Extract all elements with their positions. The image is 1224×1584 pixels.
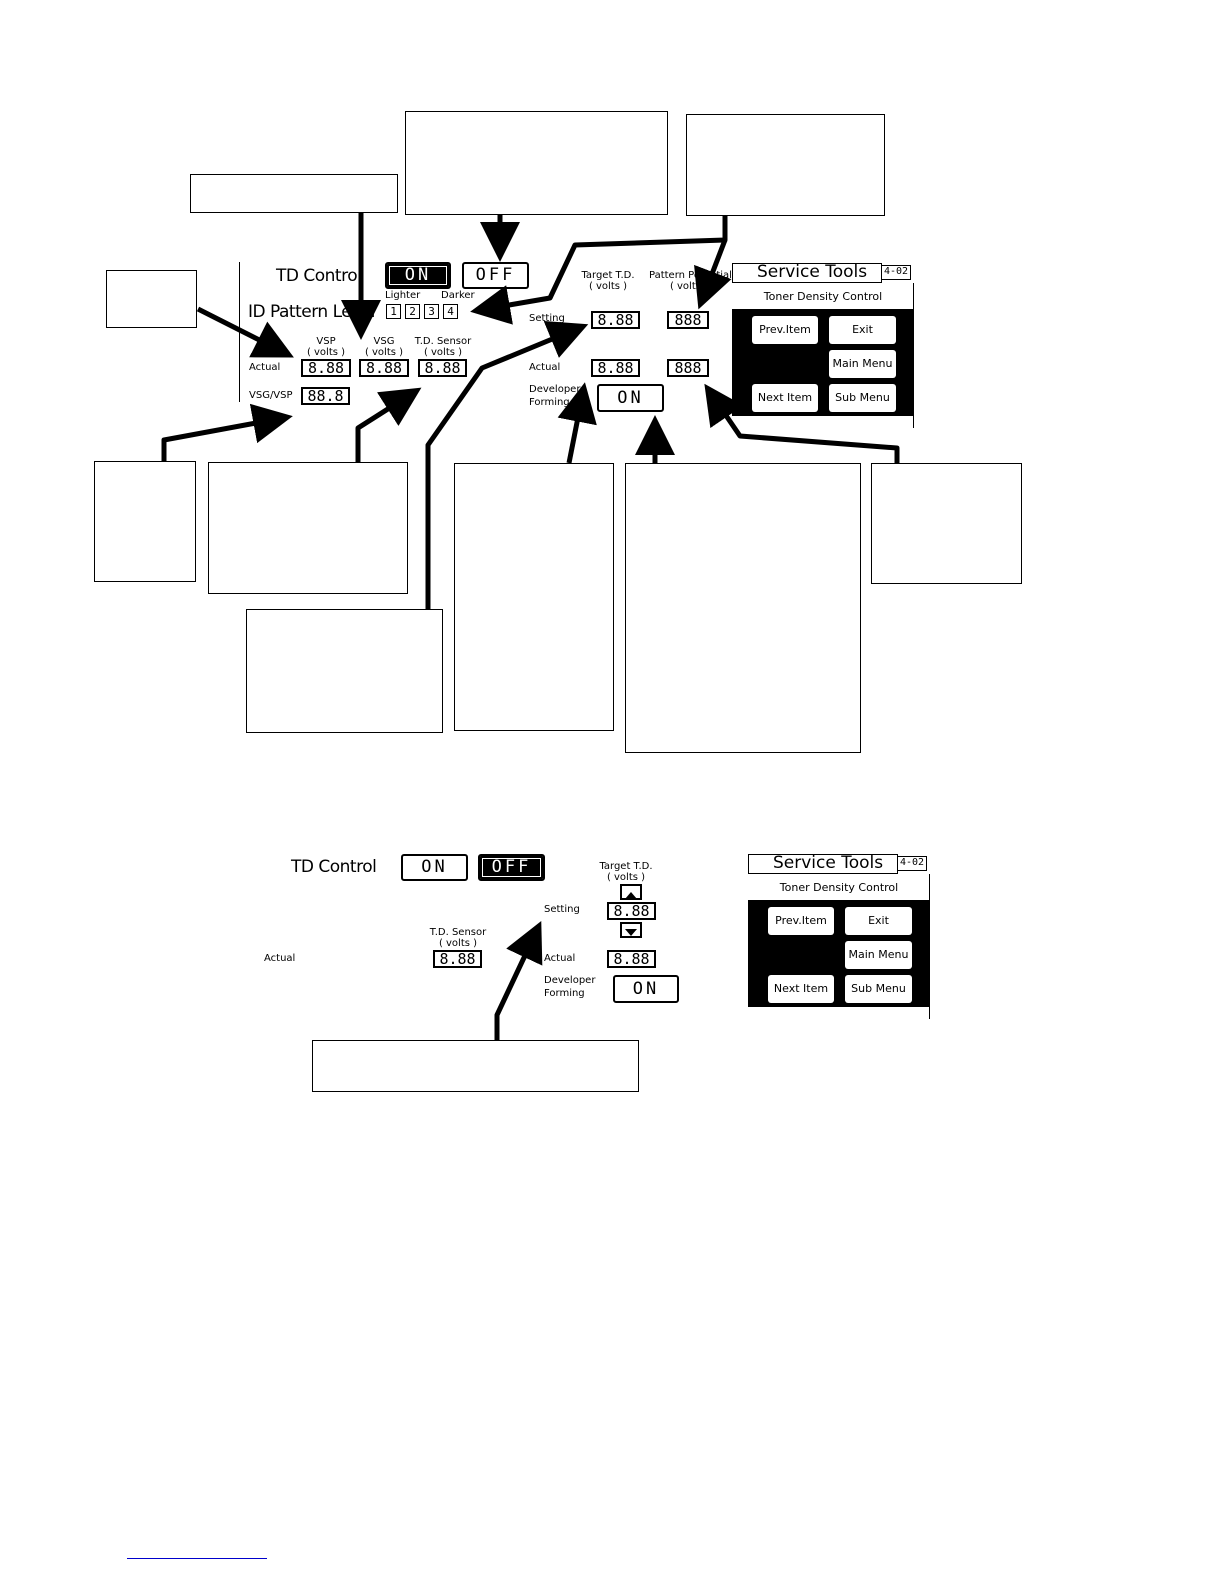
td-control-label-2: TD Control <box>291 857 377 877</box>
developer-label-2: Developer <box>544 975 596 986</box>
id-level-3-button[interactable]: 3 <box>424 304 439 319</box>
id-level-1-button[interactable]: 1 <box>386 304 401 319</box>
next-item-button-2[interactable]: Next Item <box>768 975 834 1003</box>
vsp-value: 8.88 <box>301 359 351 377</box>
main-menu-button-2[interactable]: Main Menu <box>845 941 912 969</box>
vsg-units: ( volts ) <box>364 347 404 358</box>
next-item-button[interactable]: Next Item <box>752 384 818 412</box>
actual-label-mid-2: Actual <box>544 953 576 964</box>
td-control-on-button-2[interactable]: ON <box>401 854 468 881</box>
target-td-setting-value[interactable]: 8.88 <box>591 311 640 329</box>
vsg-value: 8.88 <box>359 359 409 377</box>
service-tools-version-2: 4-02 <box>897 856 927 871</box>
td-sensor-header-2: T.D. Sensor <box>429 927 487 938</box>
exit-button-2[interactable]: Exit <box>845 907 912 935</box>
td-sensor-value-2: 8.88 <box>433 950 482 968</box>
main-menu-button[interactable]: Main Menu <box>829 350 896 378</box>
arrow-to-pattern-actual <box>710 392 897 463</box>
setting-label-2: Setting <box>544 904 580 915</box>
arrow-to-developer <box>569 392 583 463</box>
id-level-2-button[interactable]: 2 <box>405 304 420 319</box>
arrow-to-td-sensor <box>358 393 413 462</box>
setting-label: Setting <box>529 313 565 324</box>
vsp-header: VSP <box>316 336 336 347</box>
target-td-actual-value-2: 8.88 <box>607 950 656 968</box>
actual-label-right: Actual <box>529 362 561 373</box>
sub-menu-button-2[interactable]: Sub Menu <box>845 975 912 1003</box>
td-control-on-button[interactable]: ON <box>385 262 451 289</box>
target-td-header-2: Target T.D. <box>599 861 653 872</box>
prev-item-button-2[interactable]: Prev.Item <box>768 907 834 935</box>
td-control-off-button[interactable]: OFF <box>462 262 529 289</box>
arrow-to-id-levels <box>480 216 725 310</box>
developer-forming-on-button-2[interactable]: ON <box>613 975 679 1003</box>
darker-label: Darker <box>441 290 475 301</box>
sub-menu-button[interactable]: Sub Menu <box>829 384 896 412</box>
vsg-header: VSG <box>373 336 395 347</box>
panel-subtitle: Toner Density Control <box>763 290 883 303</box>
td-sensor-header: T.D. Sensor <box>414 336 472 347</box>
id-pattern-level-label: ID Pattern Level <box>248 302 375 322</box>
vsg-vsp-label: VSG/VSP <box>249 390 293 401</box>
pattern-potential-setting-value[interactable]: 888 <box>667 311 709 329</box>
arrow-to-target-setting <box>428 328 579 609</box>
panel-subtitle-2: Toner Density Control <box>779 881 899 894</box>
td-sensor-value: 8.88 <box>418 359 467 377</box>
target-td-units: ( volts ) <box>588 281 628 292</box>
arrow-to-vsp <box>198 309 285 353</box>
arrow-to-pattern-setting <box>702 240 725 300</box>
prev-item-button[interactable]: Prev.Item <box>752 316 818 344</box>
service-tools-title: Service Tools <box>732 263 882 283</box>
forming-label-2: Forming <box>544 988 585 999</box>
pattern-potential-units: ( volts ) <box>669 281 709 292</box>
footer-link-line <box>127 1558 267 1559</box>
arrow-to-vsg-vsp <box>164 418 283 461</box>
actual-label-left-2: Actual <box>264 953 296 964</box>
target-td-header: Target T.D. <box>581 270 635 281</box>
target-td-actual-value: 8.88 <box>591 359 640 377</box>
td-control-off-button-2[interactable]: OFF <box>478 854 545 881</box>
service-tools-title-2: Service Tools <box>748 854 898 874</box>
id-level-4-button[interactable]: 4 <box>443 304 458 319</box>
actual-label: Actual <box>249 362 281 373</box>
service-tools-version: 4-02 <box>881 265 911 280</box>
arrow-to-setting-2 <box>497 930 537 1040</box>
target-td-setting-value-2[interactable]: 8.88 <box>607 902 656 920</box>
forming-label: Forming <box>529 397 570 408</box>
vsp-units: ( volts ) <box>306 347 346 358</box>
exit-button[interactable]: Exit <box>829 316 896 344</box>
td-control-label: TD Control <box>276 266 362 286</box>
pattern-potential-header: Pattern Potential <box>649 270 732 281</box>
lighter-label: Lighter <box>385 290 421 301</box>
developer-label: Developer <box>529 384 581 395</box>
pattern-potential-actual-value: 888 <box>667 359 709 377</box>
developer-forming-on-button[interactable]: ON <box>597 384 664 412</box>
td-sensor-units-2: ( volts ) <box>438 938 478 949</box>
target-td-units-2: ( volts ) <box>606 872 646 883</box>
td-sensor-units: ( volts ) <box>423 347 463 358</box>
vsg-vsp-value: 88.8 <box>301 387 350 405</box>
